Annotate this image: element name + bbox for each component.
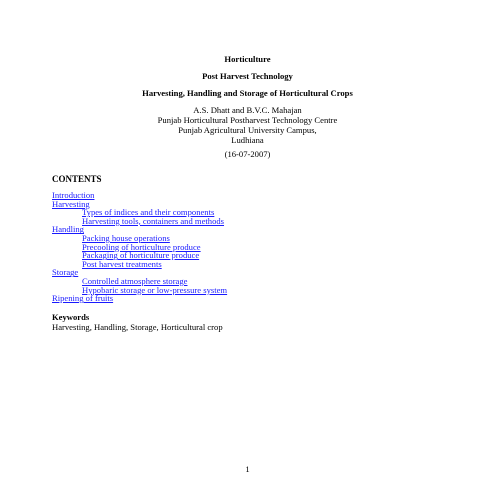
toc-link-harvesting-tools[interactable]: Harvesting tools, containers and methods [82,215,225,226]
toc-link-storage[interactable]: Storage [52,267,79,278]
toc-link-packing-house[interactable]: Packing house operations [82,232,170,243]
keywords-text: Harvesting, Handling, Storage, Horticultural crop [52,322,223,332]
toc-link-types-of-indices[interactable]: Types of indices and their components [82,207,215,218]
document-date: (16-07-2007) [224,149,271,159]
toc-link-handling[interactable]: Handling [52,224,84,235]
author-campus: Punjab Agricultural University Campus, [178,125,317,135]
subject-heading: Horticulture [224,54,271,64]
toc-item-post-harvest-treatments [52,260,227,269]
author-block [0,105,495,145]
document-title: Harvesting, Handling and Storage of Horticultural Crops [142,88,353,98]
toc-link-precooling[interactable]: Precooling of horticulture produce [82,241,201,252]
table-of-contents [52,191,227,303]
author-names: A.S. Dhatt and B.V.C. Mahajan [193,105,302,115]
author-city: Ludhiana [231,135,264,145]
toc-item-ripening [52,294,227,303]
toc-link-post-harvest-treatments[interactable]: Post harvest treatments [82,258,162,269]
toc-link-introduction[interactable]: Introduction [52,190,95,200]
toc-link-ripening[interactable]: Ripening of fruits [52,293,114,304]
toc-link-hypobaric-storage[interactable]: Hypobaric storage or low-pressure system [82,284,228,295]
series-heading: Post Harvest Technology [202,71,293,81]
contents-heading: CONTENTS [52,174,102,184]
author-affiliation: Punjab Horticultural Postharvest Technology Centre [157,115,338,125]
page-number: 1 [245,464,250,474]
toc-link-harvesting[interactable]: Harvesting [52,198,90,209]
toc-link-controlled-atmosphere[interactable]: Controlled atmosphere storage [82,275,188,286]
keywords-heading: Keywords [52,312,90,322]
toc-link-packaging[interactable]: Packaging of horticulture produce [82,250,200,261]
